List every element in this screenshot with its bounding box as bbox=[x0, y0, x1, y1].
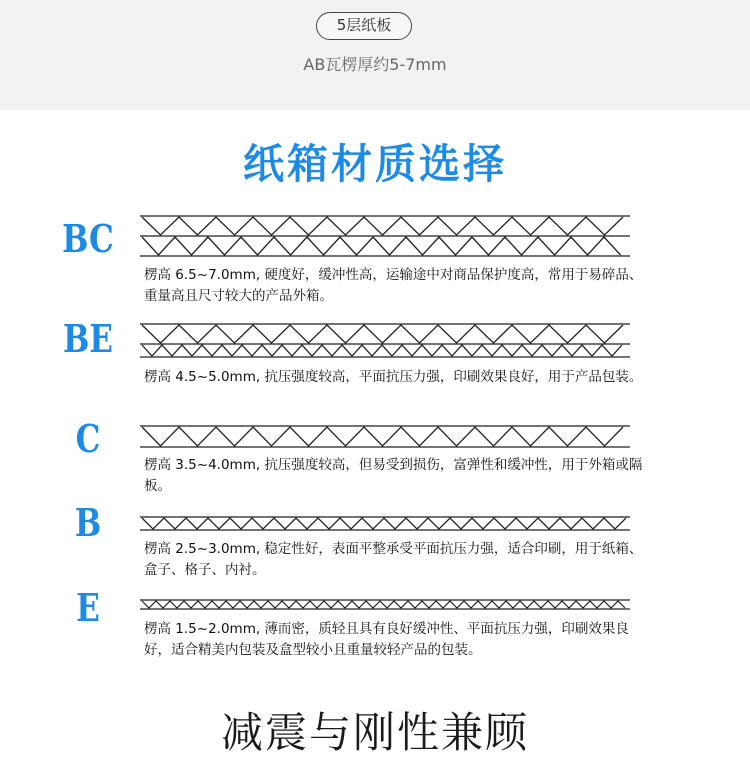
grade-label-b: B bbox=[74, 500, 102, 545]
corrugated-diagram-e bbox=[138, 598, 632, 612]
footer-slogan: 减震与刚性兼顾 bbox=[220, 708, 529, 757]
grade-label-e: E bbox=[76, 585, 100, 630]
grade-label-bc: BC bbox=[62, 216, 114, 261]
corrugated-diagram-b bbox=[138, 515, 632, 533]
flute-thickness-caption: AB瓦楞厚约5-7mm bbox=[303, 55, 447, 74]
layer-count-badge: 5层纸板 bbox=[316, 12, 412, 40]
section-title: 纸箱材质选择 bbox=[243, 140, 507, 188]
grade-desc-c: 楞高 3.5~4.0mm, 抗压强度较高，但易受到损伤，富弹性和缓冲性，用于外箱或隔板。 bbox=[144, 457, 643, 494]
grade-label-c: C bbox=[75, 416, 101, 461]
corrugated-diagram-bc bbox=[138, 214, 632, 258]
grade-desc-be: 楞高 4.5~5.0mm, 抗压强度较高，平面抗压力强，印刷效果良好，用于产品包装。 bbox=[144, 369, 643, 385]
corrugated-diagram-be bbox=[138, 322, 632, 360]
grade-desc-e: 楞高 1.5~2.0mm, 薄而密，质轻且具有良好缓冲性、平面抗压力强，印刷效果良好，适合精美内包装及盒型较小且重量较轻产品的包装。 bbox=[144, 621, 629, 658]
grade-desc-bc: 楞高 6.5~7.0mm, 硬度好，缓冲性高，运输途中对商品保护度高，常用于易碎品、重量高且尺寸较大的产品外箱。 bbox=[144, 267, 643, 304]
grade-desc-b: 楞高 2.5~3.0mm, 稳定性好，表面平整承受平面抗压力强，适合印刷，用于纸箱、盒子、格子、内衬。 bbox=[144, 541, 643, 578]
corrugated-diagram-c bbox=[138, 424, 632, 450]
grade-label-be: BE bbox=[62, 316, 114, 361]
